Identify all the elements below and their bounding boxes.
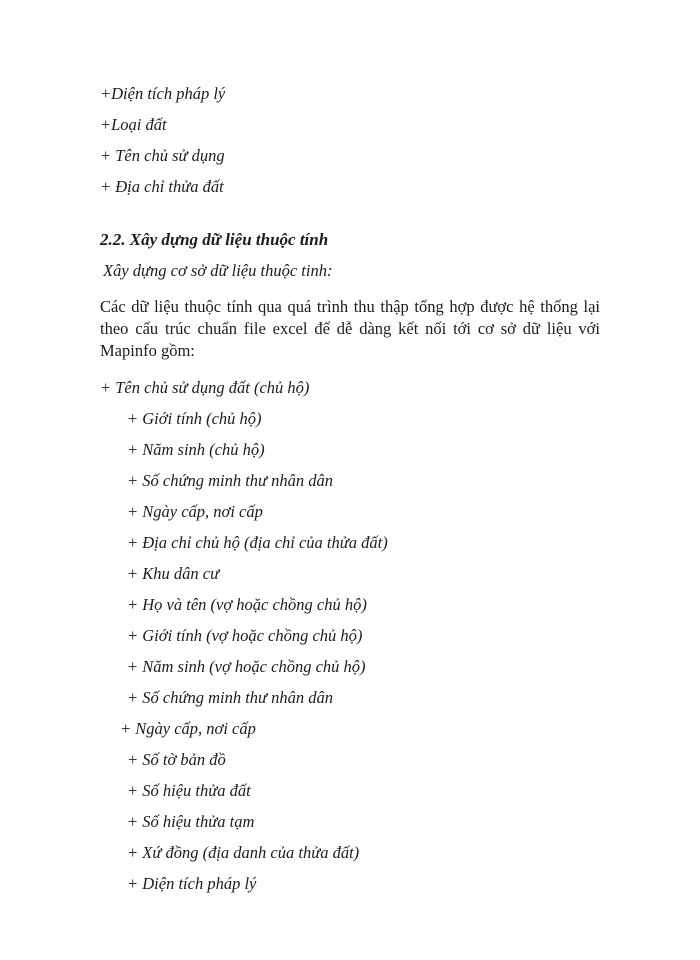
list-item: +Loại đất bbox=[100, 115, 167, 134]
list-item: + Ngày cấp, nơi cấp bbox=[120, 719, 256, 738]
top-list bbox=[100, 78, 600, 202]
list-item: + Số chứng minh thư nhân dân bbox=[127, 688, 334, 707]
list-item-main: + Tên chủ sử dụng đất (chủ hộ) bbox=[100, 378, 310, 397]
list-item: + Địa chỉ thửa đất bbox=[100, 177, 224, 196]
list-item: + Diện tích pháp lý bbox=[127, 874, 257, 893]
list-item: + Ngày cấp, nơi cấp bbox=[127, 502, 263, 521]
list-item: + Khu dân cư bbox=[127, 564, 220, 583]
section-subheading: Xây dựng cơ sở dữ liệu thuộc tinh: bbox=[103, 261, 333, 280]
list-item: + Số hiệu thửa đất bbox=[127, 781, 251, 800]
list-item: + Xứ đồng (địa danh của thửa đất) bbox=[127, 843, 360, 862]
list-item: + Năm sinh (vợ hoặc chồng chủ hộ) bbox=[127, 657, 366, 676]
section-heading: 2.2. Xây dựng dữ liệu thuộc tính bbox=[100, 230, 329, 249]
list-item: +Diện tích pháp lý bbox=[100, 84, 226, 103]
list-item: + Tên chủ sử dụng bbox=[100, 146, 225, 165]
list-item: + Số hiệu thửa tạm bbox=[127, 812, 255, 831]
list-item: + Số chứng minh thư nhân dân bbox=[127, 471, 334, 490]
sub-list bbox=[100, 403, 600, 899]
list-item: + Số tờ bản đồ bbox=[127, 750, 226, 769]
list-item: + Họ và tên (vợ hoặc chồng chủ hộ) bbox=[127, 595, 367, 614]
intro-paragraph: Các dữ liệu thuộc tính qua quá trình thu thập tổng hợp được hệ thống lại theo cấu trúc chuẩn file excel để dễ dàng kết nối tới cơ sở dữ liệu với Mapinfo gồm: bbox=[100, 297, 600, 360]
list-item: + Giới tính (vợ hoặc chồng chủ hộ) bbox=[127, 626, 363, 645]
list-item: + Năm sinh (chủ hộ) bbox=[127, 440, 265, 459]
list-item: + Địa chỉ chủ hộ (địa chỉ của thửa đất) bbox=[127, 533, 388, 552]
list-item: + Giới tính (chủ hộ) bbox=[127, 409, 262, 428]
